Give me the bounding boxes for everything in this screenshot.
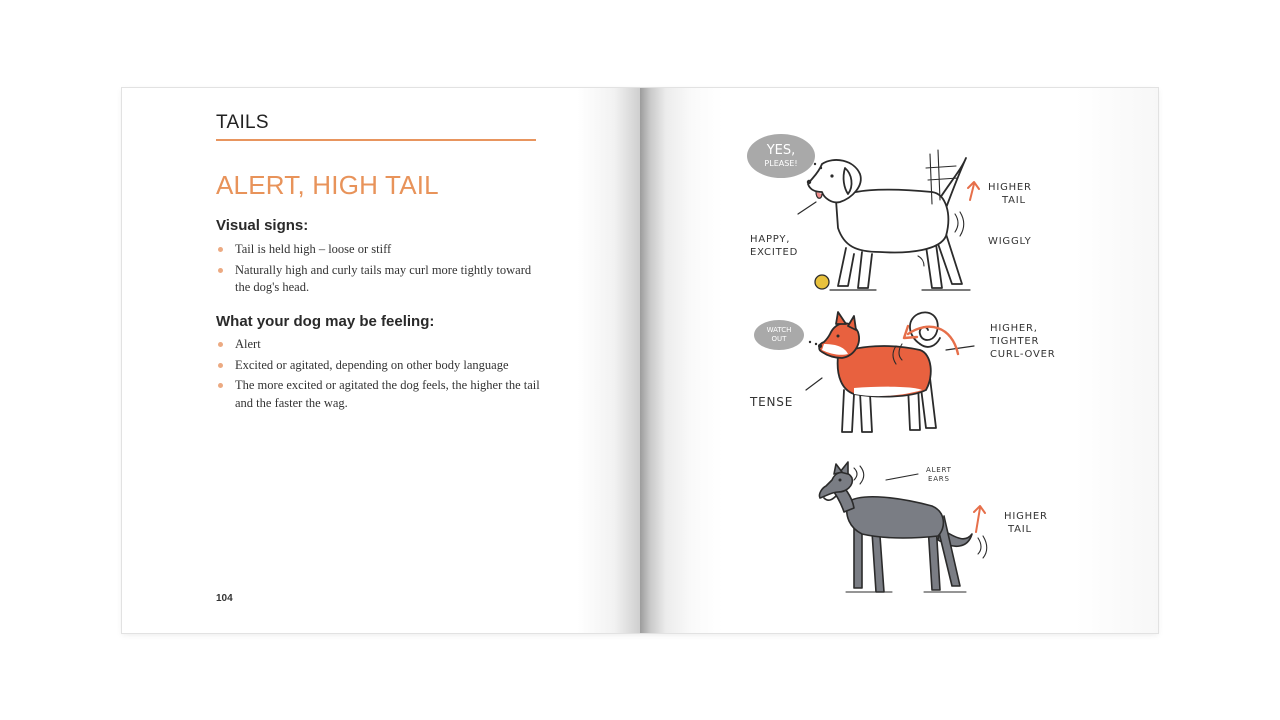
alert-dog-illustration: [819, 462, 986, 592]
page-number: 104: [216, 593, 233, 604]
open-book: [122, 88, 1158, 633]
label-tense: TENSE: [750, 395, 794, 409]
label-curl-over: [990, 322, 1056, 361]
label-alert-ears: [924, 466, 952, 484]
bubble-text: PLEASE!: [764, 158, 798, 168]
list-item: Naturally high and curly tails may curl more tightly toward the dog's head.: [216, 262, 546, 297]
label-text: TAIL: [1008, 524, 1032, 535]
bubble-text: YES,: [766, 142, 796, 158]
label-higher-tail-1: [988, 181, 1032, 207]
list-item: Tail is held high – loose or stiff: [216, 241, 546, 259]
right-page: [640, 88, 1158, 633]
label-text: HIGHER,: [990, 323, 1038, 334]
list-item: Excited or agitated, depending on other body language: [216, 357, 546, 375]
section-title: TAILS: [216, 112, 269, 133]
label-text: HIGHER: [988, 182, 1032, 193]
label-text: EARS: [928, 475, 950, 483]
label-wiggly: WIGGLY: [988, 236, 1032, 247]
page-heading: ALERT, HIGH TAIL: [216, 170, 439, 200]
happy-dog-illustration: [798, 150, 979, 290]
label-higher-tail-3: [1004, 510, 1048, 536]
speech-bubble-yes-please: [747, 134, 815, 178]
feeling-title: What your dog may be feeling:: [216, 313, 435, 330]
label-text: ALERT: [926, 466, 952, 474]
dog-illustrations: [640, 88, 1158, 633]
section-rule: [216, 139, 536, 141]
label-text: HIGHER: [1004, 511, 1048, 522]
label-happy-excited: [750, 233, 798, 259]
bubble-text: OUT: [771, 335, 787, 343]
feeling-list: [216, 336, 546, 415]
label-text: TAIL: [1002, 195, 1026, 206]
left-page: [122, 88, 640, 633]
bubble-text: WATCH: [766, 326, 792, 334]
label-text: TIGHTER: [990, 336, 1040, 347]
list-item: Alert: [216, 336, 546, 354]
tense-dog-illustration: [806, 312, 974, 432]
speech-bubble-watch-out: [754, 320, 804, 350]
label-text: EXCITED: [750, 247, 799, 258]
visual-signs-title: Visual signs:: [216, 217, 309, 234]
label-text: HAPPY,: [750, 234, 791, 245]
visual-signs-list: [216, 241, 546, 300]
list-item: The more excited or agitated the dog feels, the higher the tail and the faster the wag.: [216, 377, 546, 412]
label-text: CURL-OVER: [990, 349, 1056, 360]
